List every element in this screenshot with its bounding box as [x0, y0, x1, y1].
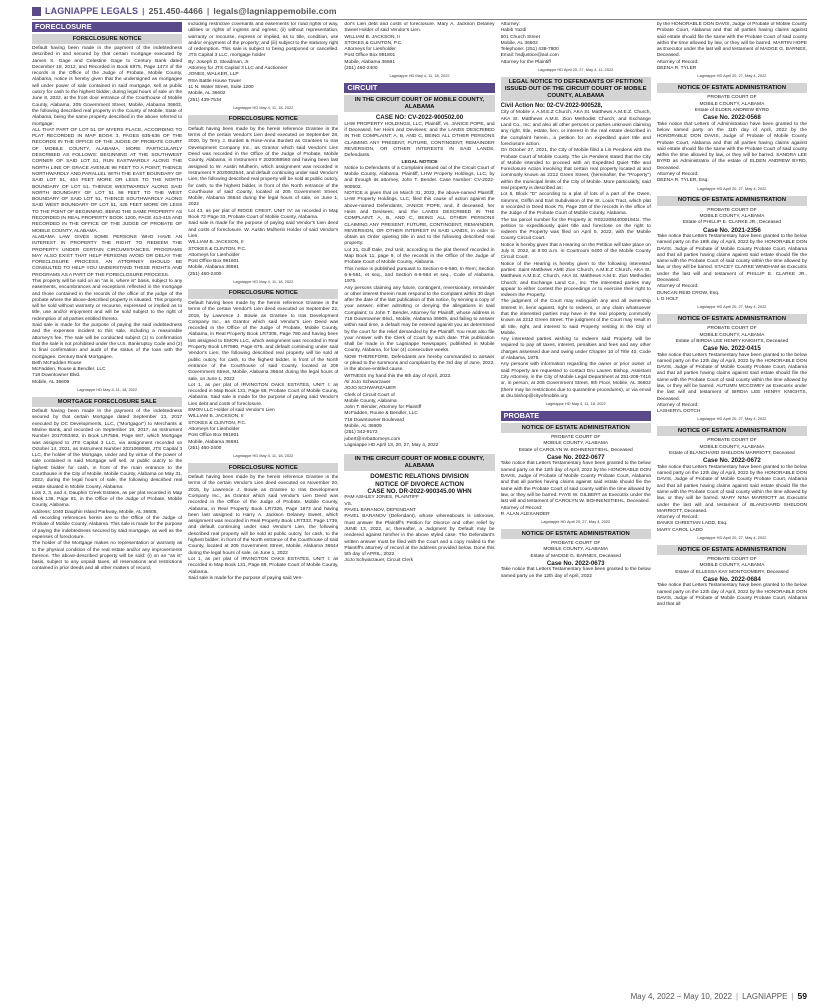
footer-separator: | [791, 991, 794, 1001]
signature-line: Telephone: (251) 438-7800 [500, 47, 559, 53]
case-number: Case No. 2022-0415 [703, 345, 761, 353]
signature-line: Mobile, AL 36602 [188, 91, 226, 97]
notice-body: Address: 1040 Dauphin Island Parkway, Mobile, AL 36605. [32, 509, 158, 515]
notice-body: Take notice that Letters Testamentary have been granted to the below named party on the 12th day of April, 2022 by the HONORABLE DON DAVIS, Judge of Probate of Mobile County Probate Court, Alabama and that all parties having claims against said estate should file the same with the Probate Court of said county within the time allowed by law, or they will be barred. MARY NINA MARRIOTT as Executrix under the last will and testament of BLANCHARD SHELDON MARRIOTT, Deceased. [656, 464, 808, 514]
estate-name: Estate of PHILLIP E. CLARKE JR., Deceased [682, 220, 781, 226]
signature-line: WILLIAM B. JACKSON, II [188, 414, 244, 420]
header-rule [32, 19, 807, 20]
column-2 [188, 22, 338, 984]
notice-body: NOTICE is given that on March 31, 2022, the above-named Plaintiff, LHW Property Holdings, LLC, filed this cause of action against the above-named Defendants, JANICE POPE, and, if deceased, her Heirs and Devisees; and the LANDS DESCRIBED IN THE COMPLAINT; A, B, AND C, BEING ALL OTHER PERSONS CLAIMING ANY PRESENT, FUTURE, CONTINGENT, REMAINDER, REVERSION, OR OTHER INTEREST IN SAID LANDS, in order to obtain an Order quieting title in and to the following described real property: [344, 191, 495, 247]
signature-line: Attorney of Record: [656, 172, 699, 178]
signature-line: JONES, WALKER, LLP [188, 72, 239, 78]
signature-line: Post Office Box 991801 [188, 259, 240, 265]
notice-title: NOTICE OF ESTATE ADMINISTRATION [501, 529, 651, 539]
notice-body: Take notice that Letters Testamentary have been granted to the below named party on the 12th day of April, 2022 by the HONORABLE DON DAVIS, Judge of Probate of Mobile County Probate Court, Alabama and that all parties having claims against said estate should file the same with the Probate Court of said county within the time allowed by law, or they will be barred. AUTUMN MCCOWEY as Executrix under the last will and testament of BIRDIA LEE HENRY KNIGHTS, Deceased. [656, 352, 808, 402]
signature-line: JoJo Schwarzauer, Circuit Clerk [344, 558, 414, 564]
notice-body: Default having been made in the payment of the indebtedness secured by that certain Mortgage dated September 13, 2017 executed by DC Developments, LLC, ("Mortgagor") to Merchants & Marine Bank, and recorded on September 19, 2017, as Instrument Number 2017053462, in Book LR7556, Page 587, which Mortgage was assigned to JTS Capital 3 LLC, via assignment recorded on October 14, 2021, as Instrument Number 2021068068, JTS Capital 3 LLC, the holder of the Mortgage, under and by virtue of the power of sale contained in said Mortgage will sell, at public outcry to the highest bidder for cash, in front of the main entrance to the Courthouse in the City of Mobile, Mobile County, Alabama on May 31, 2022, during the legal hours of sale, the following described real estate situated in Mobile County, Alabama: [32, 409, 183, 490]
notice-body: Default having been made by the herein reference Grantee in the terms of the certain Vendor's Lien deed executed on September 28, 2020, by Terry J. Burdett & Rose-Anna Burdett as Grantees to Iras Development Company Inc., as Grantor which said Vendor's Lien Deed was recorded in the Office of the Judge of Probate, Mobile County, Alabama, in Instrument # 2020059560 and having been last assigned to W. Austin Mulherin, which assignment was recorded in Instrument # 2020062544, and default continuing under said Vendor's Lien, the following described real property will be sold at public outcry, for cash, to the highest bidder, in front of the North entrance of the Courthouse of said County, located at 205 Government Street, Mobile, Alabama 36644 during the legal hours of sale, on June 1, 2022 [188, 126, 339, 208]
page-footer [631, 991, 807, 1001]
notice-title: NOTICE OF ESTATE ADMINISTRATION [657, 545, 807, 555]
signature-line: STOKES & CLINTON, P.C. [344, 40, 403, 46]
notice-body: NOW THEREFORE, Defendants are hereby commanded to answer or plead to the summons and complaint by the 3rd day of June, 2022, in the above-entitled cause. [344, 354, 495, 373]
signature-line: (251) 460-2400 [188, 271, 222, 277]
court-line: PROBATE COURT OF [707, 95, 757, 101]
signature-line: Attorneys for Lienholder [188, 252, 240, 258]
column-5 [657, 22, 807, 984]
header-separator: | [206, 6, 210, 16]
notice-body: Default having been made by the herein reference Grantee in the terms of the certain Vendor's Lien deed executed on November 20, 2015, by Lawrence J. Bowie as Grantee to Iras Development Company Inc., as Grantor which said Vendor's Lien Deed was recorded in the Office of the Judge of Probate, Mobile County, Alabama, in Real Property Book LR7326, Page 1873 and having been last assigned to Harry A. Jackson Delaney Sweet, which assignment was recorded in Real Property Book LR7333, Page 1739, and default continuing under said Vendor's Lien, the following described real property will be sold at public outcry, for cash, to the highest bidder, in front of the North entrance of the Courthouse of said County, located at 205 Government Street, Mobile, Alabama 36644 during the legal hours of sale, on June 1, 2022 [188, 475, 339, 556]
section-heading-probate: PROBATE [501, 411, 651, 421]
notice-title: NOTICE OF ESTATE ADMINISTRATION [501, 423, 651, 433]
case-number: CASE NO. DR-2022-900345.00 WHN [367, 488, 472, 496]
notice-body: PAVEL BARANOV (Defendant), whose whereabouts is unknown, must answer the Plaintiff's Petition for Divorce and other relief by JUNE 13, 2022, or, thereafter, a Judgment by Default may be rendered against him/her in the above styled case. The Defendant's written answer must be filed with the Court and a copy mailed to the Plaintiff's attorney of record at the address provided below. Done this 5th day of APRIL, 2022. [344, 514, 495, 558]
party-line: VS. [344, 501, 353, 507]
notice-body: Take notice that Letters of Administration have been granted to the below named party on the 11th day of April, 2022 by the HONORABLE DON DAVIS, Judge of Probate of Mobile County Probate Court, Alabama and that all parties having claims against said estate should file the same with the Probate Court of said county within the time allowed by law, or they will be barred. SANDRA LEE BYRD as Administratrix of the estate of ELDEN ANDREW BYRD, Deceased. [656, 121, 808, 171]
signature-line: Attorney of Record: [500, 505, 543, 511]
notice-body: Notice to Defendants of a Complaint issued out of the Circuit Court of Mobile County, Alabama. Plaintiff, LHW Property Holdings, LLC, by and through its attorney, John T. Bender. Case Number: CV-2022-900502. [344, 165, 495, 190]
court-line: PROBATE COURT OF [707, 438, 757, 444]
publication-tag: Lagniappe HD May 4, 11, 18, 2022 [77, 387, 138, 393]
notice-title: FORECLOSURE NOTICE [188, 463, 338, 473]
notice-signature [501, 22, 651, 66]
signature-line: Attorney: [500, 22, 520, 27]
notice-body: Default having been made in the payment of the indebtedness described in and secured by that certain mortgage executed by James S. Gage and Celestine Gage to Century Bank dated December 18, 2012, and Recorded in Book 6975, Page 1473 of the records in the Office of the Judge of Probate, Mobile County, Alabama, notice is hereby given that the undersigned as mortgagee will under power of sale contained in said mortgage, sell at public outcry for cash to the highest bidder, during legal hours of sale on the June 8, 2022, at the front door entrance of the Courthouse of Mobile County, Alabama, 205 Government Street, Mobile, Alabama 36602, the following described real property in the County of Mobile, State of Alabama, being the same property described in the above referred to mortgage: [32, 46, 183, 127]
signature-line: Habib Yazdi [500, 28, 527, 34]
notice-body: On October 27, 2021, the City of Mobile filed a Lis Pendens with the Probate Court of Mobile County. The Lis Pendens stated that the City of Mobile intended to proceed with an Expedited Quiet Title and Foreclosure Action involving that certain real property located at and commonly known as 2212 Green Street, (hereinafter, the "Property") within the municipal limits of the City of Mobile. More particularly, said real property is described as: [500, 148, 651, 192]
header-phone: 251.450-4466 [148, 6, 203, 16]
signature-line: Attorney of Record: [656, 402, 699, 408]
page-header [32, 5, 337, 17]
signature-line: Mobile, Alabama 36691 [344, 59, 396, 65]
notice-body: Any persons with information regarding the owner or prior owner of said Property are requested to contact Dru Lauren Bishop, Assistant City Attorney, in the City of Mobile Legal Department at 251-208-7416 or, in person, at 205 Government Street, 9th Floor, Mobile, AL 36602 (there may be restrictions due to quarantine procedures), or via email at dru.bishop@cityofmobile.org [500, 362, 651, 399]
notice-body: Lot 43, as per plat of RIDGE CREST, UNIT IV: as recorded in Map Book 72 Page 33, Probate Court of Mobile County, Alabama. [188, 208, 339, 221]
estate-name: Estate of MADGE G. BARNES, Deceased [530, 553, 621, 559]
signature-line: BANKS CHRISTIAN LADD, Esq. [656, 521, 728, 527]
signature-line: /s/ JoJo Schwarzauer [344, 379, 391, 385]
signature-line: Attorney of Record: [656, 515, 699, 521]
notice-title: IN THE CIRCUIT COURT OF MOBILE COUNTY, ALABAMA [344, 95, 494, 112]
case-number: Case No. 2022-0684 [703, 575, 761, 583]
notice-body: Default having been made by the herein reference Grantee in the terms of the certain Vendor's Lien deed executed on September 22, 2015, by Lawrence J. Bowie as Grantee to Iras Development Company Inc., as Grantor which said Vendor's Lien Deed was recorded in the Office of the Judge of Probate, Mobile County, Alabama, in Real Property Book LR7306, Page 780 and having been last assigned to EMON LLC, which assignment was recorded in Real Property Book LR7580, Page 676, and default continuing under said Vendor's Lien, the following described real property will be sold at public outcry, for cash, to the highest bidder, in front of the North entrance of the Courthouse of said County, located at 205 Government Street, Mobile, Alabama 36644 during the legal hours of sale, on June 1, 2022 [188, 300, 339, 382]
notice-legal-description: ALL THAT PART OF LOT 51 OF MYERS PLACE, ACCORDING TO PLAT RECORDED IN MAP BOOK 3, PAGES 635-636 OF THE RECORDS IN THE OFFICE OF THE JUDGE OF PROBATE COURT OF MOBILE COUNTY, ALABAMA, MORE PARTICULARLY DESCRIBED AS FOLLOWS: BEGINNING AT THE SOUTHWEST CORNER OF SAID LOT 51, RUN EASTWARDLY ALONG THE NORTH LINE OF GRACE AVENUE 98 FEET TO A POINT; THENCE NORTHWARDLY AND PARALLEL WITH THE EAST BOUNDARY OF SAID LOT 51, 404 FEET MORE OR LESS TO THE NORTH BOUNDARY OF LOT 51, THENCE WESTWARDLY ALONG SAID NORTH BOUNDARY OF LOT 51 98 FEET TO THE WEST BOUNDARY OF SAID LOT 51, THENCE SOUTHWARDLY ALONG SAID WEST BOUNDARY OF LOT 51, 426 FEET MORE OR LESS TO THE POINT OF BEGINNING. BEING THE SAME PROPERTY AS RECORDED IN REAL PROPERTY BOOK 1200, PAGE 413-415 AND RECORDED IN THE OFFICE OF THE JUDGE OF PROBATE OF MOBILE COUNTY, ALABAMA. [32, 127, 183, 234]
publication-tag: Lagniappe HD May 4, 11, 18, 2022 [545, 401, 606, 407]
header-separator: | [142, 6, 145, 16]
header-publication: LAGNIAPPE LEGALS [45, 6, 139, 16]
notice-body: All recording references herein are to the Office of the Judge of Probate of Mobile County, Alabama. This sale is made for the purpose of paying the indebtedness secured by said mortgage, as well as the expenses of foreclosure. [32, 516, 183, 540]
signature-line: Mobile, Alabama 36691 [188, 439, 239, 445]
notice-continuation: dor's Lien debt and costs of foreclosure. Mary A. Jackson Delaney Sweet Holder of said Vendor's Lien. [344, 22, 495, 34]
court-line: MOBILE COUNTY, ALABAMA [543, 547, 609, 553]
signature-line: MARY CAROL LADD [656, 527, 703, 533]
notice-body: Said sale is made for the purpose of paying said Ven- [188, 575, 303, 581]
publication-tag: Lagniappe HD April 20, 27, May 4, 2022 [697, 535, 767, 541]
notice-title: FORECLOSURE NOTICE [188, 115, 338, 125]
notice-body: Said sale is made for the purpose of paying said Vendor's Lien deed and costs of foreclosure. W. Austin Mulherin Holder of said Vendor's Lien. [188, 221, 339, 239]
notice-title: IN THE CIRCUIT COURT OF MOBILE COUNTY, ALABAMA [344, 454, 494, 471]
case-number: Civil Action No: 02-CV-2022-900528, [500, 103, 603, 110]
notice-title: FORECLOSURE NOTICE [188, 289, 338, 299]
estate-name: Estate of BLANCHARD SHELDON MARRIOTT, Deceased [669, 451, 795, 457]
signature-line: 718 Downtowner Boulevard [344, 417, 404, 423]
signature-line: 11 N. Water Street, Suite 1200 [188, 84, 254, 90]
signature-line: (251) 439-7534 [188, 97, 222, 103]
notice-subtitle: LEGAL NOTICE [401, 159, 438, 165]
notice-body: Lot 1, as per plat of IRVINGTON OAKS ESTATES, UNIT I: as recorded in Map Book 131, Page 68, Probate Court of Mobile County, Alabama. [188, 556, 339, 575]
publication-tag: Lagniappe HD April 20, 27, May 4, 11, 2022 [538, 67, 614, 73]
notice-title: NOTICE OF ESTATE ADMINISTRATION [657, 83, 807, 93]
signature-line: LASHERYL DOTCH [656, 409, 701, 415]
signature-line: WILLIAM B. JACKSON, II [188, 240, 244, 246]
column-4 [501, 22, 651, 984]
signature-line: STOKES & CLINTON, P.C. [188, 420, 247, 426]
signature-line: 718 Downtowner Blvd. [32, 373, 81, 379]
notice-body: Said sale is made for the purpose of paying the said indebtedness and the expenses incident to this sale, including a reasonable attorney's fee. The sale will be conducted subject (1) to confirmation that the sale is not prohibited under the U.S. Bankruptcy Code and (2) to final confirmation and audit of the status of the loan with the mortgagee. Century Bank Mortgagee. [32, 323, 183, 360]
case-number: Case No. 2022-0673 [546, 560, 605, 567]
notice-signature [32, 361, 182, 386]
court-line: MOBILE COUNTY, ALABAMA [699, 563, 765, 569]
signature-line: Attorney of Record: [656, 284, 699, 290]
notice-signature [188, 60, 338, 104]
signature-line: John T. Bender, Attorney for Plaintiff [344, 405, 422, 411]
notice-signature [188, 240, 338, 278]
notice-signature [344, 35, 494, 73]
notice-continuation: including restrictive covenants and easements for road rights of way, utilities or rights of ingress and egress; (ii) without representation, warranty or recourse, express or implied, as to title, condition, use and/or enjoyment of the property; and (iii) subject to the statutory right of redemption. This sale is subject to being postponed or cancelled. JTS Capital 3 LLC, mortgage holder [188, 22, 339, 59]
notice-body: This property will be sold on an "as is, where is" basis, subject to any easements, encumbrances and exceptions reflected in the mortgage and those contained in the records of the office of the judge of the probate where the above-described property is situated. This property will be sold without warranty or recourse, expressed or implied as to title, use and/or enjoyment and will be sold subject to the right of redemption of all parties entitled thereto. [32, 278, 183, 322]
header-email[interactable]: legals@lagniappemobile.com [213, 6, 337, 16]
notice-subtitle: NOTICE OF DIVORCE ACTION [375, 480, 464, 488]
section-heading-circuit: CIRCUIT [344, 83, 494, 93]
signature-line: (251) 460-2400 [344, 66, 378, 72]
court-line: MOBILE COUNTY, ALABAMA [699, 101, 765, 107]
signature-line: Post Office Box 991801 [344, 53, 396, 59]
notice-continuation: by the HONORABLE DON DAVIS, Judge of Probate of Mobile County Probate Court, Alabama and that all parties having claims against said estate should file the same with the Probate Court of said county within the time allowed by law, or they will be barred. MARTIN HOPE as Executor under the last will and testament of MADGE G. BARNES, Deceased. [656, 22, 808, 59]
signature-line: Attorney for the Plaintiff [500, 59, 551, 65]
estate-name: Estate of ELLESSA KAY MONTGOMERY, Deceased [675, 569, 789, 575]
case-number: Case No. 2022-0677 [546, 454, 605, 462]
party-line: PAVEL BARANOV, DEFENDANT [344, 508, 417, 514]
publication-tag: Lagniappe HD April 20, 27, May 4, 2022 [541, 519, 611, 525]
signature-line: DUNCAN REID CROW, Esq. [656, 290, 720, 296]
signature-line: JOJO SCHWARZAUER [344, 386, 396, 392]
notice-body: The tax parcel number for the Property is: R022208440001941I. The petition to expeditiously quiet title and foreclose on the right to redeem the Property was filed on April 5, 2022, with the Mobile County Circuit Court. [500, 217, 651, 242]
columns [32, 22, 807, 984]
footer-dates: May 4, 2022 – May 10, 2022 [630, 991, 733, 1001]
estate-name: Estate of CAROLYN W. BOHNENSTIEHL, Deceased [518, 447, 633, 453]
notice-body: Notice is hereby given that a Hearing on the Petition will take place on July 8, 2022, at 9:00 a.m. in Courtroom 6400 of the Mobile County Circuit Court. [500, 242, 651, 261]
notice-body: Take notice that Letters Testamentary have been granted to the below named party on the 18th day of April, 2022 by the HONORABLE DON DAVIS, Judge of Probate of Mobile County Probate Court, Alabama and that all parties having claims against said estate should file the same with the Probate Court of said county within the time allowed by law, or they will be barred. STACEY CLARKE WINDHAM as Executrix under the last will and testament of PHILLIP E. CLARKE JR., Deceased. [656, 233, 808, 284]
footer-separator: | [736, 991, 739, 1001]
signature-line: Mobile, AL 36609 [32, 379, 70, 385]
court-line: MOBILE COUNTY, ALABAMA [543, 441, 609, 447]
signature-line: 501 Church Street [500, 34, 540, 40]
publication-tag: Lagniappe HD May 4, 11, 18, 2022 [233, 278, 294, 284]
notice-body: The holder of the Mortgage makes no representation or warranty as to the physical condition of the real estate and/or any improvements thereon. The above-described property will be sold: (i) on an "as is" basis, subject to any unpaid taxes, all reservations and restrictions contained in prior deeds and all other matters of record, [32, 541, 183, 572]
signature-line: Post Office Box 991801 [188, 433, 240, 439]
notice-parties: LHW PROPERTY HOLDINGS, LLC, Plaintiff, vs. JANICE POPE, and if Deceased, her Heirs and Devisees; and the LANDS DESCRIBED IN THE COMPLAINT; A, B, AND C, BEING ALL OTHER PERSONS CLAIMING ANY PRESENT, FUTURE, CONTINGENT, REMAINDER REVERSION, OR OTHER INTERESTS IN SAID LANDS, Defendants. [344, 121, 495, 159]
publication-tag: Lagniappe HD April 20, 27, May 4, 2022 [697, 416, 767, 422]
column-3 [344, 22, 494, 984]
notice-body: Notice of the Hearing is hereby given to the following interested parties: Saint Matthews AME Zion Church, A.M.E.Z Church, AKA St. Matthews A.M.E.Z. Church, AKA St. Matthews A.M.E. Zion Methodist Church; and Exchange Land Co., Inc. The interested parties may appear to either contest the proceedings or to exercise their right to redeem the Property. [500, 261, 651, 299]
publication-tag: Lagniappe HD April 13, 20, 27, May 4, 2022 [344, 442, 439, 448]
notice-subtitle: DOMESTIC RELATIONS DIVISION [370, 473, 469, 481]
notice-body: WITNESS my hand this the 8th day of April, 2022. [344, 373, 452, 379]
court-line: PROBATE COURT OF [551, 435, 601, 441]
court-line: PROBATE COURT OF [707, 326, 757, 332]
signature-line: (251) 460-2400 [188, 445, 222, 451]
signature-line: Attorneys for Lienholder [344, 47, 396, 53]
signature-line: DEENA R. TYLER, Esq. [656, 178, 709, 184]
notice-body: Any persons claiming any future, contingent, reversionary, remainder or other interest therein must respond to the Complaint within 30 days after the date of the last publication of this notice, by serving a copy of your answer, either admitting or denying the allegations in said Complaint; to John T. Bender, Attorney for Plaintiff, whose address is 718 Downtowner Blvd., Mobile, Alabama 36609, and failing to answer within said time, a default may be entered against you as determined by the court for the relief demanded by the Plaintiff. You must also file your Answer with the Clerk of Court by such date. This publication shall be made in the Lagniappe Newspaper, published in Mobile County, Alabama, for four (4) consecutive weeks. [344, 285, 495, 354]
signature-line: jobert@mrbattorneys.com [344, 436, 401, 442]
case-number: Case No. 2021-2356 [703, 226, 761, 234]
column-1 [32, 22, 182, 984]
signature-line: Mobile, AL 36609 [344, 424, 382, 430]
notice-signature [188, 408, 338, 452]
signature-line: Email: hsdjustice@aol.com [500, 53, 559, 59]
signature-line: By: Joseph D. Steadman, Jr. [188, 59, 250, 65]
signature-line: WILLIAM B. JACKSON, II [344, 34, 400, 40]
court-line: PROBATE COURT OF [707, 557, 757, 563]
case-number: Case No. 2022-0568 [703, 114, 761, 122]
signature-line: L O HOLT [656, 296, 679, 302]
signature-line: DEENA R. TYLER [656, 66, 697, 72]
notice-body: City of Mobile v. A.M.E.Z Church, AKA St. Matthews A.M.E.Z. Church, AKA St. Matthews A.M.E. Zion Methodist Church; and Exchange Land Co., Inc; and also all other persons or parties unknown claiming any right, title, estate, lien, or interest in the real estate described in the complaint herein., a petition for an expedited quiet title and foreclosure action. [500, 110, 651, 147]
notice-title: FORECLOSURE NOTICE [32, 34, 182, 44]
notice-body: Take notice that Letters Testamentary have been granted to the below named party on the 12th day of April, 2022 by the HONORABLE DON DAVIS, Judge of Probate of Mobile County Probate Court, Alabama and that all parties having claims against said estate should file the same with the Probate Court of said county within the time allowed by law, or they will be barred. FAYE W. GILBERT as Executrix under the last will and testament of CAROLYN W. BOHNENSTIEHL, Deceased. [500, 461, 651, 505]
estate-name: Estate of ELDEN ANDREW BYRD [694, 107, 769, 113]
publication-tag: Lagniappe HD May 4, 11, 18, 2022 [389, 73, 450, 79]
case-number: CASE NO: CV-2022-900502.00 [375, 114, 464, 122]
signature-line: R. ALAN ALEXANDER [500, 511, 550, 517]
notice-title: LEGAL NOTICE TO DEFENDANTS OF PETITION ISSUED OUT OF THE CIRCUIT COURT OF MOBILE COUNTY, ALABAMA [501, 77, 651, 101]
publication-tag: Lagniappe HD May 4, 11, 18, 2022 [233, 104, 294, 110]
signature-line: Attorney for JTS Capital 3 LLC and Auctioneer [188, 66, 288, 72]
notice-title: NOTICE OF ESTATE ADMINISTRATION [657, 196, 807, 206]
notice-title: NOTICE OF ESTATE ADMINISTRATION [657, 314, 807, 324]
notice-body: Lots 2, 3, and 4, Dauphin Creek Estates, as per plat recorded in Map Book 136, Page 81, in the Office of the Judge of Probate, Mobile County, Alabama. [32, 490, 183, 509]
signature-line: McFadden, Rouse & Bendler, LLC [344, 411, 418, 417]
notice-body: Lot 21, Gulf Dale, 2nd Unit, according to the plat thereof recorded in Map Book 11, page 9, of the records in the Office of the Judge of Probate Court of Mobile County, Alabama. [344, 247, 495, 266]
notice-title: MORTGAGE FORECLOSURE SALE [32, 397, 182, 407]
notice-body: This notice is published pursuant to Section 6-6-560, In Rem; Section 6-6-561, et seq., and Section 6-6-564 et seq., Code of Alabama, 1975. [344, 266, 495, 285]
notice-body: Lot 1, as per plat of IRVINGTON OAKS ESTATES, UNIT I: as recorded in Map Book 131, Page 68, Probate Court of Mobile County, Alabama. Said sale is made for the purpose of paying said Vendor's Lien debt and costs of foreclosure. [188, 382, 339, 407]
publication-tag: Lagniappe HD April 20, 27, May 4, 2022 [697, 73, 767, 79]
court-line: PROBATE COURT OF [707, 207, 757, 213]
court-line: MOBILE COUNTY, ALABAMA [699, 444, 765, 450]
estate-name: Estate of BIRDIA LEE HENRY KNIGHTS, Deceased [675, 338, 789, 344]
notice-body: The judgment of the Court may extinguish any and all ownership interest in, liens against, right to redeem, or any claim whatsoever that the interested parties may have in the real property commonly known as 2212 Green Street. The judgment of the Court may result in all title, right, and interest to said Property vesting in the City of Mobile. [500, 299, 651, 336]
signature-line: Beth McFadden Rouse [32, 360, 82, 366]
signature-line: Mobile, AL 36602 [500, 40, 538, 46]
section-heading-foreclosure: FORECLOSURE [32, 22, 182, 32]
publication-tag: Lagniappe HD May 4, 11, 18, 2022 [233, 453, 294, 459]
signature-line: McFadden, Rouse & Bendler, LLC [32, 367, 106, 373]
notice-title: NOTICE OF ESTATE ADMINISTRATION [657, 426, 807, 436]
signature-line: EMON LLC Holder of said Vendor's Lien [188, 408, 275, 414]
signature-line: Attorneys for Lienholder [188, 426, 240, 432]
notice-body: Any interested parties wishing to redeem said Property will be required to pay all taxes, interest, penalties and fees and any other charges assessed due and owing under Chapter 10 of Title 40, Code of Alabama, 1975. [500, 337, 651, 362]
signature-line: Clerk of Circuit Court of [344, 392, 395, 398]
notice-signature [344, 380, 494, 449]
publication-tag: Lagniappe HD April 20, 27, May 4, 2022 [697, 304, 767, 310]
footer-publication: LAGNIAPPE [742, 991, 788, 1001]
signature-line: Attorney of Record: [656, 59, 699, 65]
notice-body: Take notice that Letters Testamentary have been granted to the below named party on the 12th day of April, 2022 [500, 567, 651, 579]
party-line: PAM ASHLEY JONES, PLAINTIFF [344, 495, 420, 501]
signature-line: Mobile, Alabama 36691 [188, 265, 239, 271]
court-line: MOBILE COUNTY, ALABAMA [699, 213, 765, 219]
signature-line: RSA Battle House Tower [188, 78, 242, 84]
court-line: PROBATE COURT OF [551, 541, 601, 547]
notice-law-statement: ALABAMA LAW GIVES SOME PERSONS WHO HAVE AN INTEREST IN PROPERTY THE RIGHT TO REDEEM THE PROPERTY UNDER CERTAIN CIRCUMSTANCES. PROGRAMS MAY ALSO EXIST THAT HELP PERSONS AVOID OR DELAY THE FORECLOSURE PROCESS. AN ATTORNEY SHOULD BE CONSULTED TO HELP YOU UNDERSTAND THESE RIGHTS AND PROGRAMS AS A PART OF THE FORECLOSURE PROCESS. [32, 234, 183, 278]
signature-line: (251) 342-9172 [344, 430, 378, 436]
header-square-icon [32, 7, 41, 16]
signature-line: Mobile County, Alabama [344, 398, 397, 404]
case-number: Case No. 2022-0672 [703, 457, 761, 465]
publication-tag: Lagniappe HD April 20, 27, May 4, 2022 [697, 185, 767, 191]
notice-parties [344, 495, 494, 514]
court-line: MOBILE COUNTY, ALABAMA [699, 332, 765, 338]
signature-line: STOKES & CLINTON, P.C. [188, 246, 247, 252]
notice-body: Take notice that Letters Testamentary have been granted to the below named party on the 12th day of April, 2022 by the HONORABLE DON DAVIS, Judge of Probate of Mobile County Probate Court, Alabama and that all [656, 583, 808, 608]
notice-body: Lot 5, Block "D" according to a plat of lots of a part of the Owen, Simmns, Griffin and Earl Subdivision of the St. Louis Tract, which plat is recorded in Deed Book 75, Page 259 of the records in the office of the Judge of the Probate Court of Mobile County, Alabama. [500, 192, 651, 217]
page-number: 59 [797, 991, 807, 1001]
